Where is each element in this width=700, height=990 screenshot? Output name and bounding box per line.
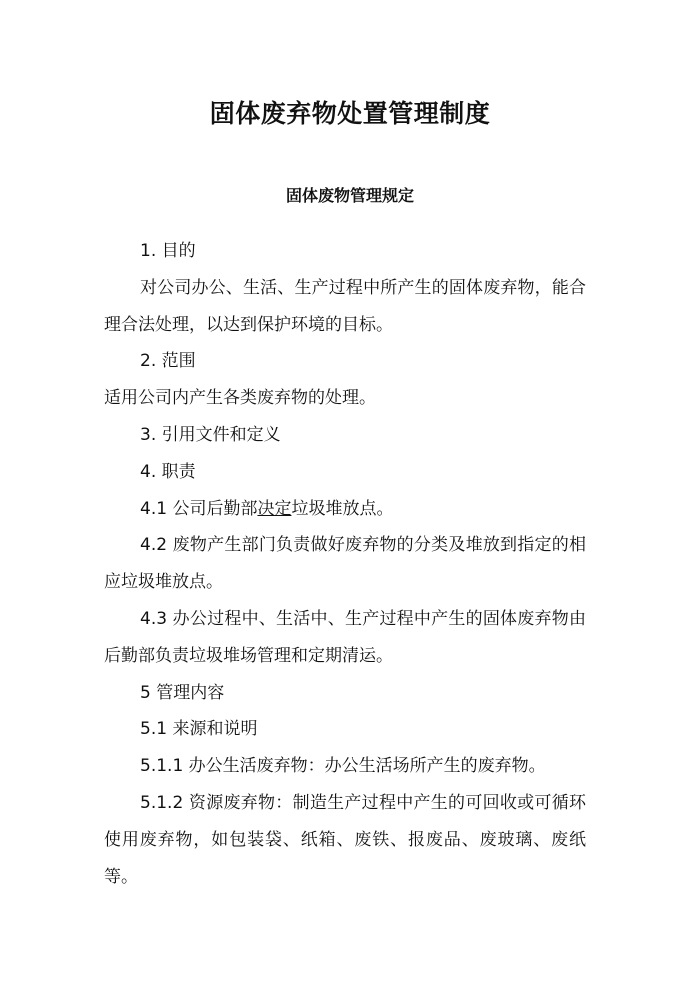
document-subtitle: 固体废物管理规定 — [285, 186, 414, 205]
paragraph-purpose: 对公司办公、生活、生产过程中所产生的固体废弃物，能合理合法处理，以达到保护环境的目标。 — [104, 277, 586, 335]
section-heading-scope: 2. 范围 — [140, 351, 196, 372]
section-heading-purpose: 1. 目的 — [140, 241, 196, 261]
paragraph-4-3: 4.3 办公过程中、生活中、生产过程中产生的固体废弃物由后勤部负责垃圾堆场管理和定期清运。 — [104, 608, 586, 666]
paragraph-4-1-start: 4.1 公司后勤部 — [140, 498, 258, 519]
paragraph-scope: 适用公司内产生各类废弃物的处理。 — [104, 388, 376, 409]
section-heading-responsibilities: 4. 职责 — [140, 461, 196, 482]
section-heading-5-1: 5.1 来源和说明 — [140, 719, 258, 740]
underlined-text: 决定 — [257, 498, 292, 519]
section-heading-references: 3. 引用文件和定义 — [140, 424, 281, 445]
paragraph-4-2: 4.2 废物产生部门负责做好废弃物的分类及堆放到指定的相应垃圾堆放点。 — [104, 535, 586, 593]
document-title: 固体废弃物处置管理制度 — [209, 99, 491, 128]
paragraph-5-1-1: 5.1.1 办公生活废弃物：办公生活场所产生的废弃物。 — [140, 756, 546, 777]
paragraph-4-1 — [104, 491, 586, 528]
document-body — [104, 233, 586, 895]
paragraph-5-1-2: 5.1.2 资源废弃物：制造生产过程中产生的可回收或可循环使用废弃物，如包装袋、纸箱、废铁、报废品、废玻璃、废纸等。 — [104, 792, 586, 887]
section-heading-management: 5 管理内容 — [140, 682, 225, 703]
paragraph-4-1-end: 垃圾堆放点。 — [291, 498, 394, 519]
